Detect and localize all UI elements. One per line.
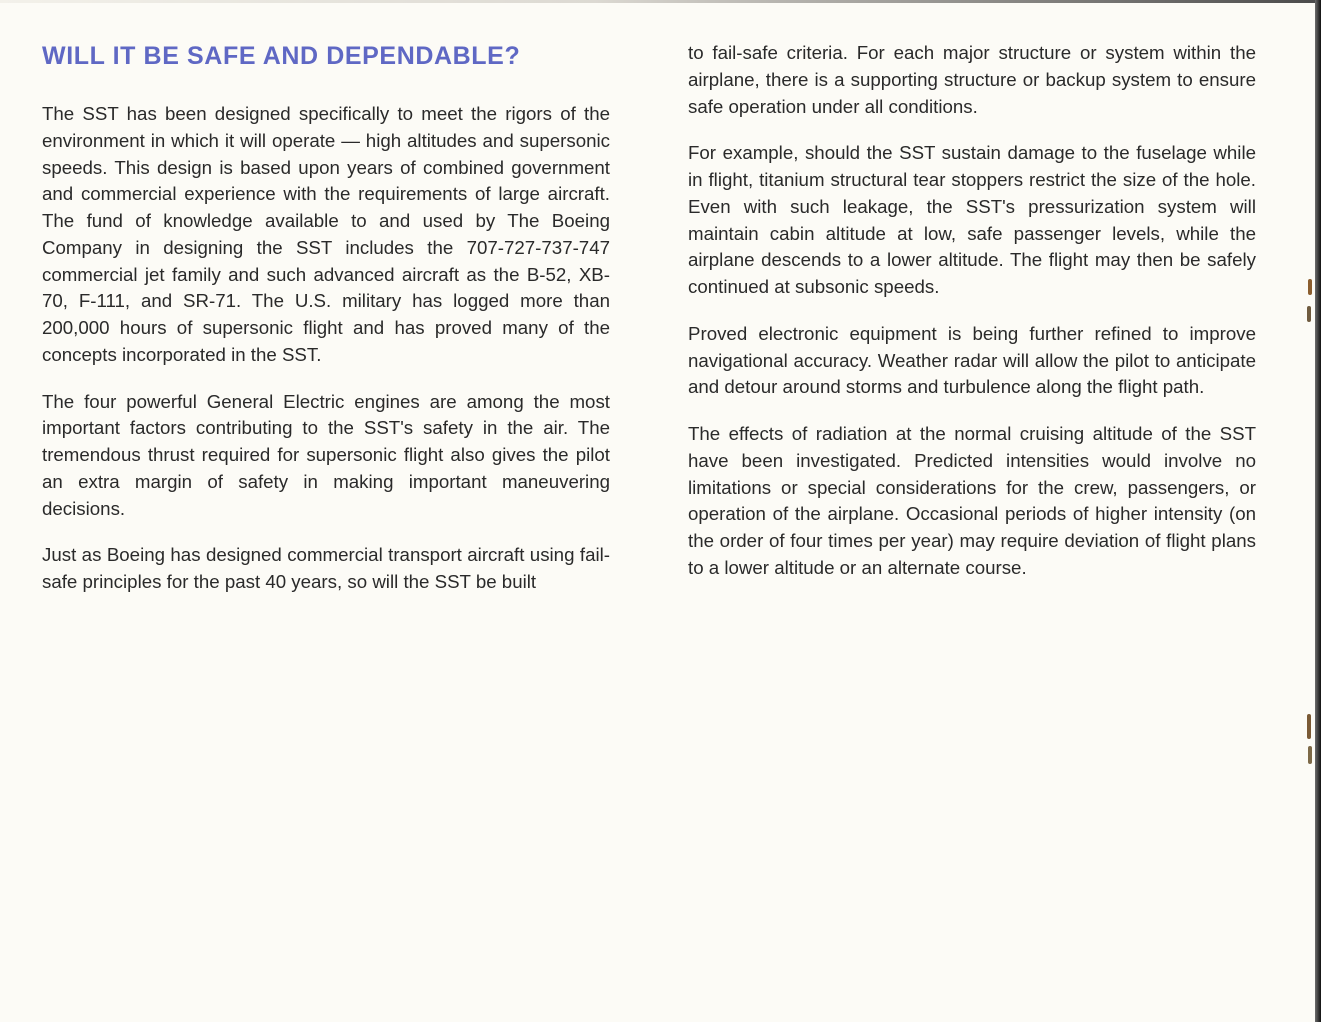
left-paragraph-2: The four powerful General Electric engines are among the most important factors contributing to the SST's safety in the air. The tremendous thrust required for supersonic flight also gives the pilot an extra margin of safety in making important maneuvering decisions.	[42, 390, 610, 519]
right-paragraph-1: to fail-safe criteria. For each major structure or system within the airplane, there is a supporting structure or backup system to ensure safe operation under all conditions.	[688, 42, 1256, 117]
staple-mark-top	[1305, 275, 1315, 335]
right-paragraph-2: For example, should the SST sustain damage to the fuselage while in flight, titanium structural tear stoppers restrict the size of the hole. Even with such leakage, the SST's pressurization system will maintain cabin altitude at low, safe passenger levels, while the airplane descends to a lower altitude. The flight may then be safely continued at subsonic speeds.	[688, 142, 1256, 297]
right-paragraph-4: The effects of radiation at the normal cruising altitude of the SST have been investigated. Predicted intensities would involve no limitations or special considerations for the crew, passengers, or operation of the airplane. Occasional periods of higher intensity (on the order of four times per year) may require deviation of flight plans to a lower altitude or an alternate course.	[688, 423, 1256, 578]
page-top-edge	[0, 0, 1321, 3]
staple-stain	[1308, 279, 1312, 295]
staple-stain	[1307, 306, 1311, 322]
left-paragraph-3: Just as Boeing has designed commercial transport aircraft using fail-safe principles for the past 40 years, so will the SST be built	[42, 544, 610, 592]
left-column	[42, 101, 610, 616]
page-heading: WILL IT BE SAFE AND DEPENDABLE?	[42, 42, 521, 70]
right-column	[688, 40, 1256, 602]
staple-mark-bottom	[1305, 709, 1315, 769]
page-binding-edge	[1315, 0, 1321, 1022]
staple-stain	[1308, 746, 1312, 764]
right-paragraph-3: Proved electronic equipment is being further refined to improve navigational accuracy. Weather radar will allow the pilot to anticipate and detour around storms and turbulence along the flight path.	[688, 322, 1256, 398]
staple-stain	[1307, 714, 1311, 739]
left-paragraph-1: The SST has been designed specifically to meet the rigors of the environment in which it will operate — high altitudes and supersonic speeds. This design is based upon years of combined government and commercial experience with the requirements of large aircraft. The fund of knowledge available to and used by The Boeing Company in designing the SST includes the 707-727-737-747 commercial jet family and such advanced aircraft as the B-52, XB-70, F-111, and SR-71. The U.S. military has logged more than 200,000 hours of supersonic flight and has proved many of the concepts incorporated in the SST.	[42, 103, 610, 365]
